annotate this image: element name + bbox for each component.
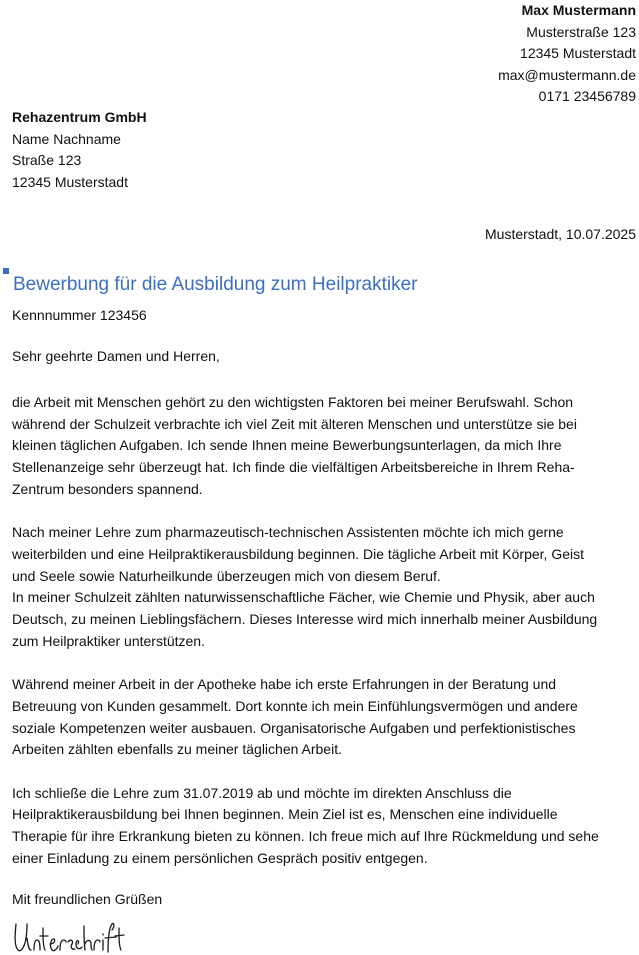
body-line: kleinen täglichen Aufgaben. Ich sende Ihnen meine Bewerbungsunterlagen, da mich Ihre <box>12 437 562 454</box>
body-line: einer Einladung zu einem persönlichen Gespräch positiv entgegen. <box>12 849 428 866</box>
handwritten-signature <box>10 916 135 954</box>
salutation: Sehr geehrte Damen und Herren, <box>12 348 220 364</box>
body-line: In meiner Schulzeit zählten naturwissenschaftliche Fächer, wie Chemie und Physik, aber auch <box>12 589 595 606</box>
body-line: soziale Kompetenzen weiter ausbauen. Organisatorische Aufgaben und perfektionistisches <box>12 719 576 736</box>
closing-greeting: Mit freundlichen Grüßen <box>12 891 163 907</box>
sender-phone: 0171 23456789 <box>538 88 636 104</box>
sender-email: max@mustermann.de <box>498 66 636 83</box>
body-paragraph-3 <box>12 674 638 761</box>
recipient-company: Rehazentrum GmbH <box>12 109 147 125</box>
body-line: die Arbeit mit Menschen gehört zu den wichtigsten Faktoren bei meiner Berufswahl. Schon <box>12 394 574 410</box>
body-line: Betreuung von Kunden gesammelt. Dort konnte ich mein Einfühlungsvermögen und andere <box>12 697 578 714</box>
sender-street: Musterstraße 123 <box>526 23 636 40</box>
body-line: Arbeiten zählten ebenfalls zu meiner täglichen Arbeit. <box>12 741 342 758</box>
letter-body <box>12 392 638 891</box>
body-line: Nach meiner Lehre zum pharmazeutisch-technischen Assistenten möchte ich mich gerne <box>12 524 564 541</box>
body-line: weiterbilden und eine Heilpraktikerausbildung beginnen. Die tägliche Arbeit mit Körper, Geist <box>12 545 584 562</box>
recipient-city: 12345 Musterstadt <box>12 173 128 190</box>
sender-name: Max Mustermann <box>521 2 636 18</box>
recipient-address-block <box>12 107 147 193</box>
body-line: Therapie für ihre Erkrankung bieten zu können. Ich freue mich auf Ihre Rückmeldung und sehe <box>12 828 599 845</box>
body-paragraph-2 <box>12 522 638 652</box>
body-line: während der Schulzeit verbrachte ich viel Zeit mit älteren Menschen und unterstütze sie bei <box>12 415 577 432</box>
subject-marker <box>3 268 9 274</box>
body-line: Zentrum besonders spannend. <box>12 480 203 497</box>
body-paragraph-4 <box>12 783 638 870</box>
body-paragraph-1 <box>12 392 638 501</box>
body-line: Ich schließe die Lehre zum 31.07.2019 ab und möchte im direkten Anschluss die <box>12 784 512 801</box>
body-line: Stellenanzeige sehr überzeugt hat. Ich finde die vielfältigen Arbeitsbereiche in Ihrem Reha- <box>12 459 575 476</box>
letter-subject: Bewerbung für die Ausbildung zum Heilpraktiker <box>13 274 418 295</box>
letter-date: Musterstadt, 10.07.2025 <box>485 226 636 242</box>
recipient-contact: Name Nachname <box>12 130 121 147</box>
reference-number: Kennnummer 123456 <box>12 307 147 323</box>
sender-address-block <box>498 0 636 108</box>
sender-city: 12345 Musterstadt <box>520 45 636 61</box>
body-line: Heilpraktikerausbildung bei Ihnen beginnen. Mein Ziel ist es, Menschen eine individuelle <box>12 806 558 823</box>
body-line: und Seele sowie Naturheilkunde überzeugen mich von diesem Beruf. <box>12 567 441 584</box>
body-line: Deutsch, zu meinen Lieblingsfächern. Dieses Interesse wird mich innerhalb meiner Ausbildung <box>12 611 598 628</box>
recipient-street: Straße 123 <box>12 152 82 168</box>
body-line: Während meiner Arbeit in der Apotheke habe ich erste Erfahrungen in der Beratung und <box>12 676 557 693</box>
body-line: zum Heilpraktiker unterstützen. <box>12 632 205 649</box>
